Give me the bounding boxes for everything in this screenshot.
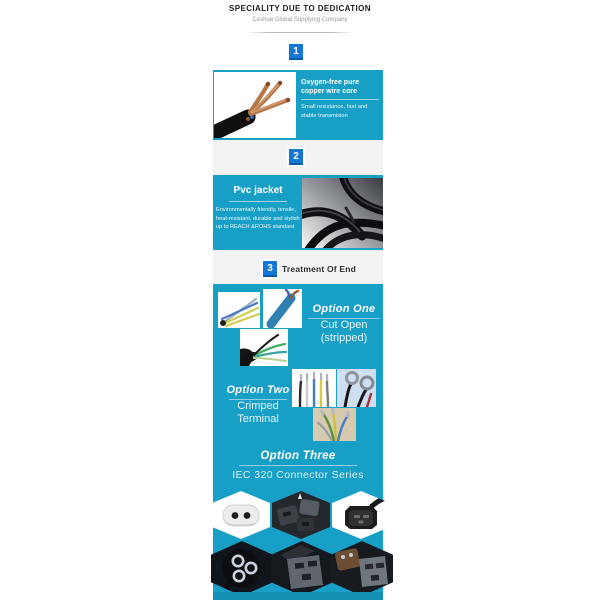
pvc-jacket-cables-photo: [302, 178, 383, 248]
option-one-line-2: (stripped): [320, 331, 368, 344]
step-1-badge: 1: [289, 44, 303, 60]
step-2-badge: 2: [289, 149, 303, 165]
cable-cross-section-illustration: [214, 72, 296, 138]
option-one-block: [306, 303, 382, 345]
black-cables-illustration: [302, 178, 383, 248]
copper-core-cable-photo: [214, 72, 296, 138]
option-three-line-1: IEC 320 Connector Series: [232, 469, 364, 481]
crimped-wires-photo: [313, 408, 356, 441]
option-one-title: Option One: [312, 303, 376, 315]
option-three-title: Option Three: [260, 450, 336, 462]
feature-copper-text-block: [301, 78, 383, 121]
treatment-of-end-title: Treatment Of End: [282, 264, 357, 274]
step-3-badge: 3: [263, 261, 277, 277]
feature-pvc-body: Environmentally friendly, tensile, heat-resistant, durable and stylish up to REACH &ROHS standard: [216, 207, 300, 231]
page-subtitle: Ceshue Global Supplying Company: [252, 17, 348, 23]
option-two-title: Option Two: [226, 384, 290, 396]
cut-cable-photo: [263, 289, 302, 328]
option-two-line-1: Crimped: [237, 400, 279, 412]
option-three-divider: [239, 465, 357, 466]
feature-pvc-divider: [229, 201, 287, 202]
option-three-block: [213, 450, 383, 481]
band-bottom-strip: [213, 592, 383, 600]
option-two-block: [214, 384, 302, 426]
feature-pvc-heading: Pvc jacket: [233, 185, 283, 196]
header-divider: [246, 32, 354, 33]
ring-terminals-photo: [337, 369, 376, 407]
feature-pvc-text-block: [214, 185, 302, 232]
page-title: SPECIALITY DUE TO DEDICATION: [229, 4, 371, 13]
feature-copper-heading: Oxygen-free pure copper wire core: [301, 79, 359, 96]
stripped-wires-photo: [218, 292, 260, 328]
open-cable-wires-photo: [240, 329, 288, 366]
feature-copper-divider: [301, 99, 379, 100]
option-one-line-1: Cut Open: [320, 319, 368, 331]
option-two-line-2: Terminal: [237, 412, 279, 425]
ferrule-terminals-photo: [292, 369, 336, 407]
feature-copper-body: Small resistance, fast and stable transmision: [301, 104, 368, 120]
